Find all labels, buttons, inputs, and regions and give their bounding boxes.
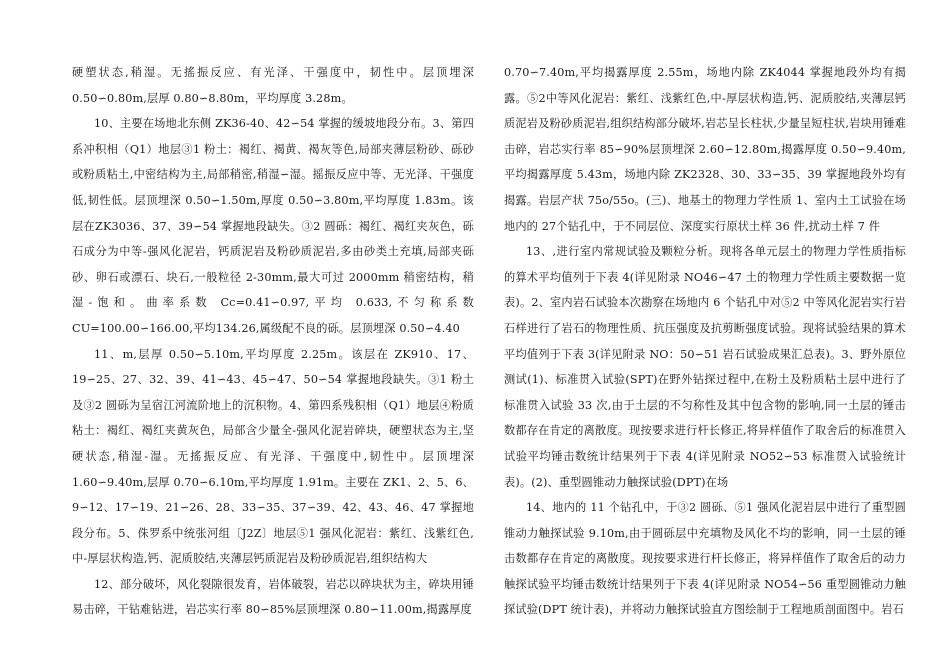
- paragraph-continued: 硬塑状态,稍湿。无搖振反应、有光泽、干强度中，韧性中。层顶埋深 0.50∽0.80m,层厚 0.80∽8.80m，平均厚度 3.28m。: [72, 66, 474, 105]
- paragraph-10: 10、主要在场地北东侧 ZK36-40、42∽54 掌握的缓坡地段分布。3、第四系冲积相（Q1）地层③1 粉土：褐红、褐黄、褐灰等色,局部夹薄层粉砂、砾砂或粉质粘土,中密结构为主,局部稍密,稍湿∽湿。摇振反应中等、无光泽、干强度低,韧性低。层顶埋深 0.50∽1.50m,厚度 0.50∽3.80m,平均厚度 1.83m。该层在ZK3036、37、39∽54 掌握地段缺失。③2 圆砾：褐红、褐红夹灰色，砾石成分为中等-强风化泥岩，钙质泥岩及粉砂质泥岩,多由砂类土充填,局部夹砾砂、卵石或漂石、块石,一般粒径 2-30mm,最大可过 2000mm 稍密结构，稍湿-饱和。曲率系数 Cc=0.41∽0.97,平均 0.633,不匀称系数 CU=100.00∽166.00,平均134.26,属级配不良的砾。层顶埋深 0.50∽4.40: [72, 117, 474, 335]
- paragraph-14: 14、地内的 11 个钻孔中，于③2 圆砾、⑤1 强风化泥岩层中进行了重型圆锥动力触探试验 9.10m,由于圆砾层中充填物及风化不均的影响，同一土层的锤击数都存在肯定的离散度。现按要求进行杆长修正，将异样值作了取舍后的动力触探试验平均锤击数统计结果列于下表 4(详见附录 NO54∽56 重型圆锥动力触探试验(DPT 统计表)，并将动力触探试验直方图绘制于工程地质剖面图中。岩石: [504, 501, 906, 617]
- paragraph-continued-right: 0.70∽7.40m,平均揭露厚度 2.55m，场地内除 ZK4044 掌握地段外均有揭露。⑤2中等风化泥岩：紫红、浅紫红色,中-厚层状构造,钙、泥质胶结,夹薄层钙质泥岩及粉砂质泥岩,组织结构部分破坏,岩芯呈长柱状,少量呈短柱状,岩块用锤难击碎，岩芯实行率 85∽90%层顶埋深 2.60∽12.80m,揭露厚度 0.50∽9.40m,平均揭露厚度 5.43m，场地内除 ZK2328、30、33∽35、39 掌握地段外均有揭露。岩层产状 75o/55o。(三)、地基土的物理力学性质 1、室内土工试验在场地内的 27个钻孔中，于不同层位、深度实行原状土样 36 件,扰动土样 7 件: [504, 66, 906, 233]
- right-column: [504, 60, 906, 672]
- paragraph-11: 11、m,层厚 0.50∽5.10m,平均厚度 2.25m。该层在 ZK910、17、19∽25、27、32、39、41∽43、45∽47、50∽54 掌握地段缺失。③1 粉土及③2 圆砾为呈宿江河流阶地上的沉积物。4、第四系残积相（Q1）地层④粉质粘土：褐红、褐红夹黄灰色，局部含少量全-强风化泥岩碎块，硬塑状态为主,坚硬状态,稍湿-湿。无搖振反应、有光泽、干强度中,韧性中。层顶埋深 1.60∽9.40m,层厚 0.70∽6.10m,平均厚度 1.91m。主要在 ZK1、2、5、6、9∽12、17∽19、21∽26、28、33∽35、37∽39、42、43、46、47 掌握地段分布。5、侏罗系中统张河组〔J2Z〕地层⑤1 强风化泥岩：紫红、浅紫红色,中-厚层状构造,钙、泥质胶结,夹薄层钙质泥岩及粉砂质泥岩,组织结构大: [72, 347, 474, 566]
- paragraph-13: 13、,进行室内常规试验及颗粒分析。现将各单元层土的物理力学性质指标的算术平均值列于下表 4(详见附录 NO46∽47 土的物理力学性质主要数据一览表)。2、室内岩石试验本次勘察在场地内 6 个钻孔中对⑤2 中等风化泥岩实行岩石样进行了岩石的物理性质、抗压强度及抗剪断强度试验。现将试验结果的算术平均值列于下表 3(详见附录 NO：50∽51 岩石试验成果汇总表)。3、野外原位测试(1)、标准贯入试验(SPT)在野外钻探过程中,在粉土及粉质粘土层中进行了标准贯入试验 33 次,由于土层的不匀称性及其中包含物的影响,同一土层的锤击数都存在肯定的离散度。现按要求进行杆长修正,将异样值作了取舍后的标准贯入试验平均锤击数统计结果列于下表 4(详见附录 NO52∽53 标准贯入试验统计表)。(2)、重型圆锥动力触探试验(DPT)在场: [504, 245, 906, 489]
- paragraph-12: 12、部分破坏，风化裂隙很发育，岩体破裂，岩芯以碎块状为主，碎块用锤易击碎，干钻难钻进，岩芯实行率 80∽85%层顶埋深 0.80∽11.00m,揭露厚度: [72, 577, 474, 617]
- left-column: [72, 60, 474, 672]
